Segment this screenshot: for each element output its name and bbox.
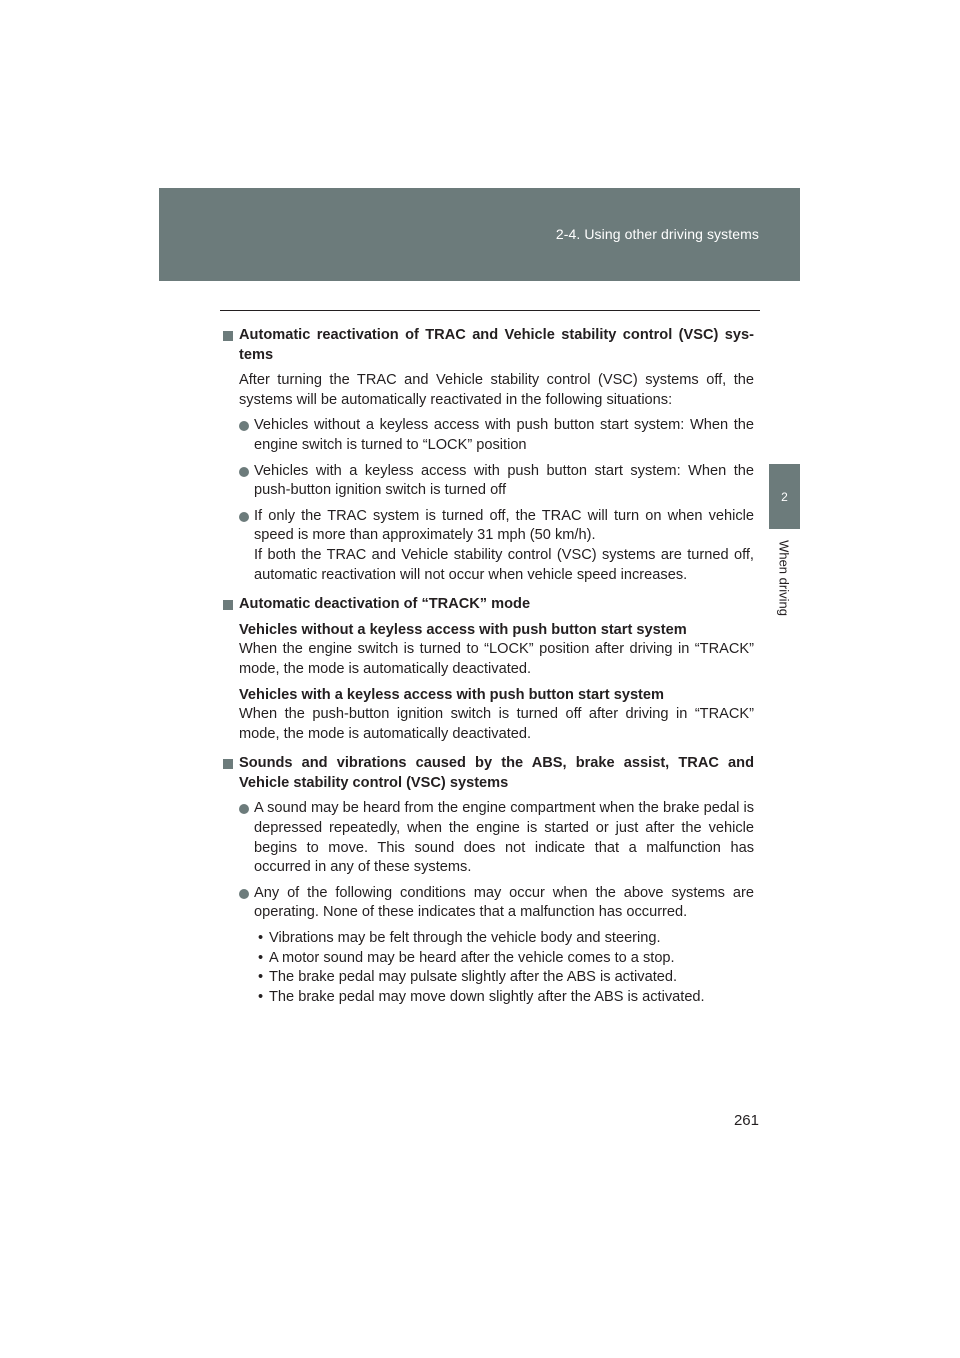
paragraph: When the push-button ignition switch is turned off after driving in “TRACK” mode, the mode is automatically deactivated. [239, 706, 754, 742]
subheading: Vehicles without a keyless access with push button start system [239, 621, 687, 638]
list-item: A sound may be heard from the engine compartment when the brake pedal is depressed repeatedly, when the engine is started or just after the vehicle begins to move. This sound does not indicate that a malfunction has occurred in any of these systems. [222, 799, 754, 877]
chapter-number: 2 [781, 489, 788, 504]
page-content [222, 326, 754, 1007]
heading-track-mode: Automatic deactivation of “TRACK” mode [222, 595, 754, 615]
paragraph: After turning the TRAC and Vehicle stability control (VSC) systems off, the systems will be automatically reactivated in the following situations: [239, 372, 754, 408]
square-bullet-icon [223, 759, 233, 769]
list-item: If only the TRAC system is turned off, the TRAC will turn on when vehicle speed is more than approximately 31 mph (50 km/h). If both the TRAC and Vehicle stability control (VSC) systems are turned off, automatic reactivation will not occur when vehicle speed increases. [222, 507, 754, 585]
sub-list [222, 929, 754, 1007]
sub-list-item: • Vibrations may be felt through the vehicle body and steering. [254, 929, 754, 949]
dot-mark: • [258, 988, 264, 1005]
circle-bullet-icon [239, 804, 249, 814]
top-rule [220, 310, 760, 311]
dot-mark: • [258, 930, 264, 947]
dot-mark: • [258, 949, 264, 966]
section-title: 2-4. Using other driving systems [555, 226, 759, 242]
list-item: Vehicles without a keyless access with push button start system: When the engine switch is turned to “LOCK” position [222, 416, 754, 455]
list-item: Any of the following conditions may occur when the above systems are operating. None of these indicates that a malfunction has occurred. [222, 884, 754, 923]
circle-bullet-icon [239, 421, 249, 431]
list-item: Vehicles with a keyless access with push button start system: When the push-button ignition switch is turned off [222, 462, 754, 501]
sub-list-item: • The brake pedal may move down slightly after the ABS is activated. [254, 988, 754, 1008]
circle-bullet-icon [239, 889, 249, 899]
circle-bullet-icon [239, 467, 249, 477]
square-bullet-icon [223, 331, 233, 341]
chapter-label: When driving [776, 540, 792, 616]
subheading: Vehicles with a keyless access with push button start system [239, 686, 665, 703]
header-band [159, 188, 800, 281]
paragraph: When the engine switch is turned to “LOCK” position after driving in “TRACK” mode, the mode is automatically deactivated. [239, 641, 754, 677]
circle-bullet-icon [239, 512, 249, 522]
square-bullet-icon [223, 600, 233, 610]
heading-sounds-vibrations: Sounds and vibrations caused by the ABS, brake assist, TRAC and Vehicle stability control (VSC) systems [222, 754, 754, 793]
heading-reactivation: Automatic reactivation of TRAC and Vehicle stability control (VSC) sys-tems [222, 326, 754, 365]
dot-mark: • [258, 969, 264, 986]
sub-list-item: • A motor sound may be heard after the vehicle comes to a stop. [254, 949, 754, 969]
page-number: 261 [733, 1112, 759, 1129]
sub-list-item: • The brake pedal may pulsate slightly after the ABS is activated. [254, 968, 754, 988]
chapter-tab [769, 464, 800, 529]
